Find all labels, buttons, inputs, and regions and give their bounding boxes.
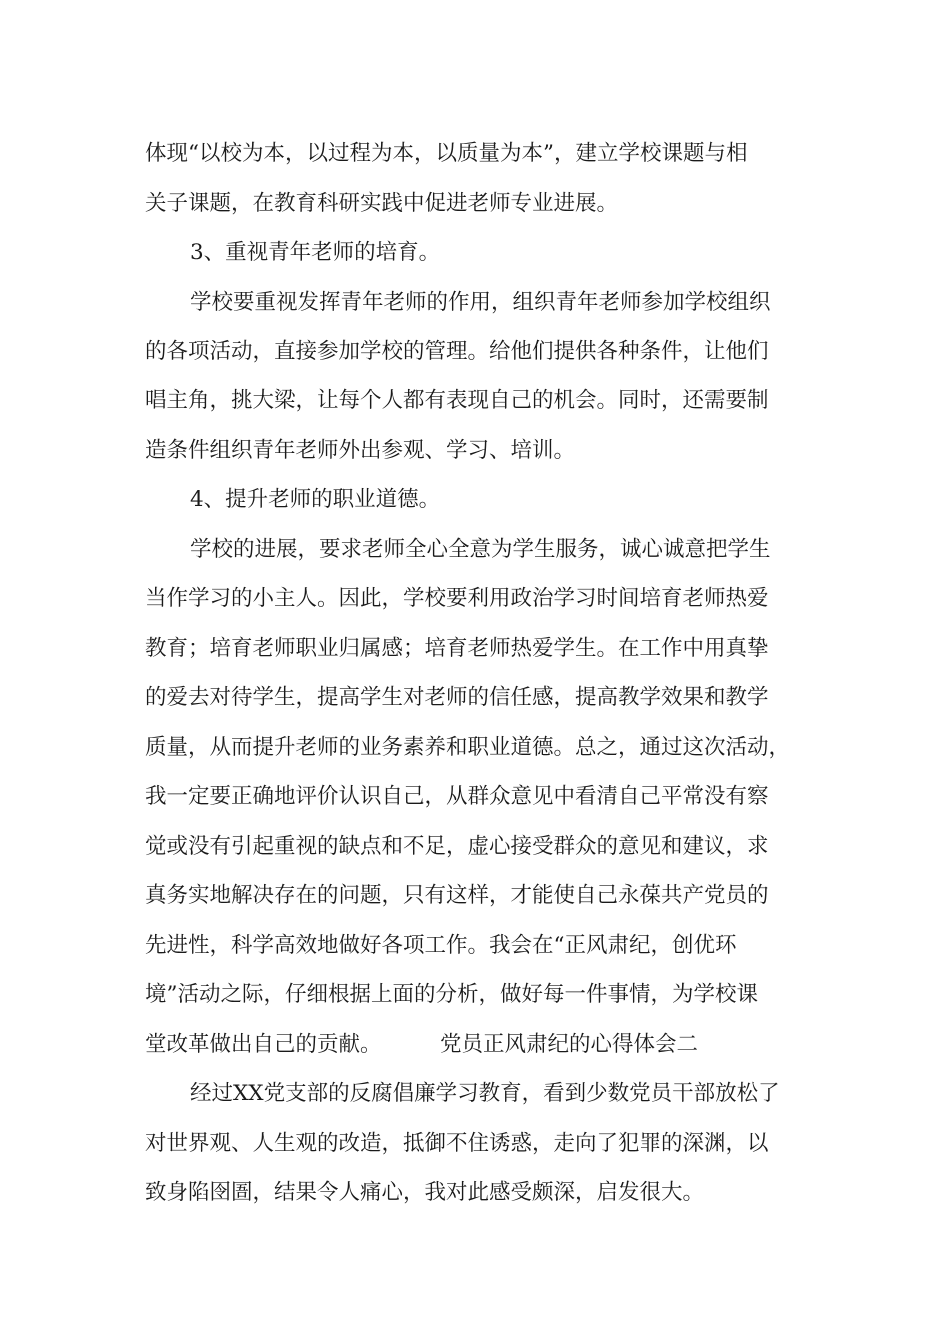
text-line: 学校的进展，要求老师全心全意为学生服务，诚心诚意把学生: [190, 537, 771, 562]
text-line: 真务实地解决存在的问题，只有这样，才能使自己永葆共产党员的: [145, 883, 769, 908]
text-line: 致身陷囹圄，结果令人痛心，我对此感受颇深，启发很大。: [145, 1180, 705, 1205]
text-line: 境”活动之际，仔细根据上面的分析，做好每一件事情，为学校课: [145, 982, 758, 1007]
numbered-heading: 4、提升老师的职业道德。: [190, 487, 441, 512]
text-line: 当作学习的小主人。因此，学校要利用政治学习时间培育老师热爱: [145, 586, 769, 611]
section-title: 党员正风肃纪的心得体会二: [440, 1032, 699, 1057]
text-line: 学校要重视发挥青年老师的作用，组织青年老师参加学校组织: [190, 290, 771, 315]
text-line: 教育；培育老师职业归属感；培育老师热爱学生。在工作中用真挚: [145, 636, 769, 661]
text-line: 的爱去对待学生，提高学生对老师的信任感，提高教学效果和教学: [145, 685, 769, 710]
text-line: 质量，从而提升老师的业务素养和职业道德。总之，通过这次活动，: [145, 735, 791, 760]
text-line: 觉或没有引起重视的缺点和不足，虚心接受群众的意见和建议，求: [145, 834, 769, 859]
text-line: 先进性，科学高效地做好各项工作。我会在“正风肃纪，创优环: [145, 933, 737, 958]
text-line: 造条件组织青年老师外出参观、学习、培训。: [145, 438, 576, 463]
text-line: 体现“以校为本，以过程为本，以质量为本”，建立学校课题与相: [145, 141, 748, 166]
text-line: 对世界观、人生观的改造，抵御不住诱惑，走向了犯罪的深渊，以: [145, 1131, 769, 1156]
text-line: 我一定要正确地评价认识自己，从群众意见中看清自己平常没有察: [145, 784, 769, 809]
text-line: 的各项活动，直接参加学校的管理。给他们提供各种条件，让他们: [145, 339, 769, 364]
numbered-heading: 3、重视青年老师的培育。: [190, 240, 441, 265]
text-line: 关子课题，在教育科研实践中促进老师专业进展。: [145, 191, 619, 216]
text-line: 唱主角，挑大梁，让每个人都有表现自己的机会。同时，还需要制: [145, 388, 769, 413]
text-line: 经过XX党支部的反腐倡廉学习教育，看到少数党员干部放松了: [190, 1081, 780, 1106]
text-line: 堂改革做出自己的贡献。: [145, 1032, 382, 1057]
